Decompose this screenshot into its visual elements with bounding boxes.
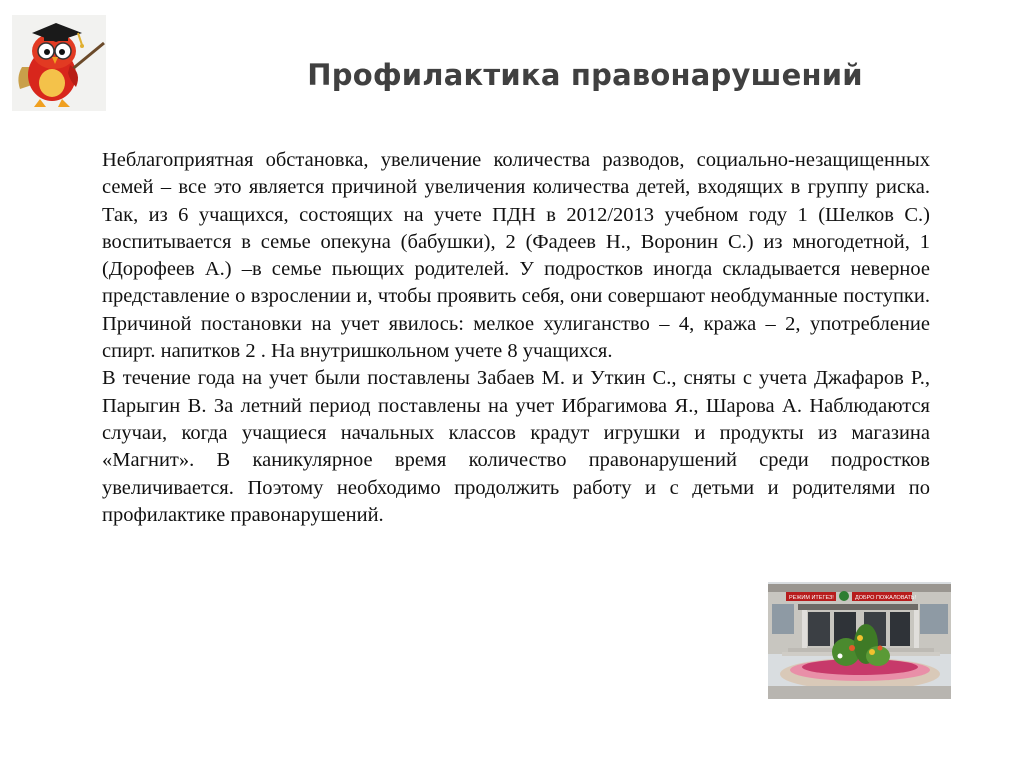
sign-left-text: РЕЖИМ ИТЕГЕЗ! (789, 595, 834, 601)
paragraph-1: Неблагоприятная обстановка, увеличение количества разводов, социально-незащищенных семей – все это является причиной увеличения количества детей, входящих в группу риска. Так, из 6 учащихся, состоящих на учете ПДН в 2012/2013 учебном году 1 (Шелков С.) воспитывается в семье опекуна (бабушки), 2 (Фадеев Н., Воронин С.) из многодетной, 1 (Дорофеев А.) –в семье пьющих родителей. У подростков иногда складывается неверное представление о взрослении и, чтобы проявить себя, они совершают необдуманные поступки. Причиной постановки на учет явилось: мелкое хулиганство – 4, кража – 2, употребление спирт. напитков 2 . На внутришкольном учете 8 учащихся. (102, 149, 930, 363)
paragraph-2: В течение года на учет были поставлены Забаев М. и Уткин С., сняты с учета Джафаров Р., Парыгин В. За летний период поставлены на учет Ибрагимова Я., Шарова А. Наблюдаются случаи, когда учащиеся начальных классов крадут игрушки и продукты из магазина «Магнит». В каникулярное время количество правонарушений среди подростков увеличивается. Поэтому необходимо продолжить работу и с детьми и родителями по профилактике правонарушений. (102, 367, 930, 526)
body-text (102, 147, 930, 529)
sign-right-text: ДОБРО ПОЖАЛОВАТЬ! (855, 595, 917, 601)
page-title: Профилактика правонарушений (307, 58, 863, 92)
school-building-photo (768, 582, 951, 699)
